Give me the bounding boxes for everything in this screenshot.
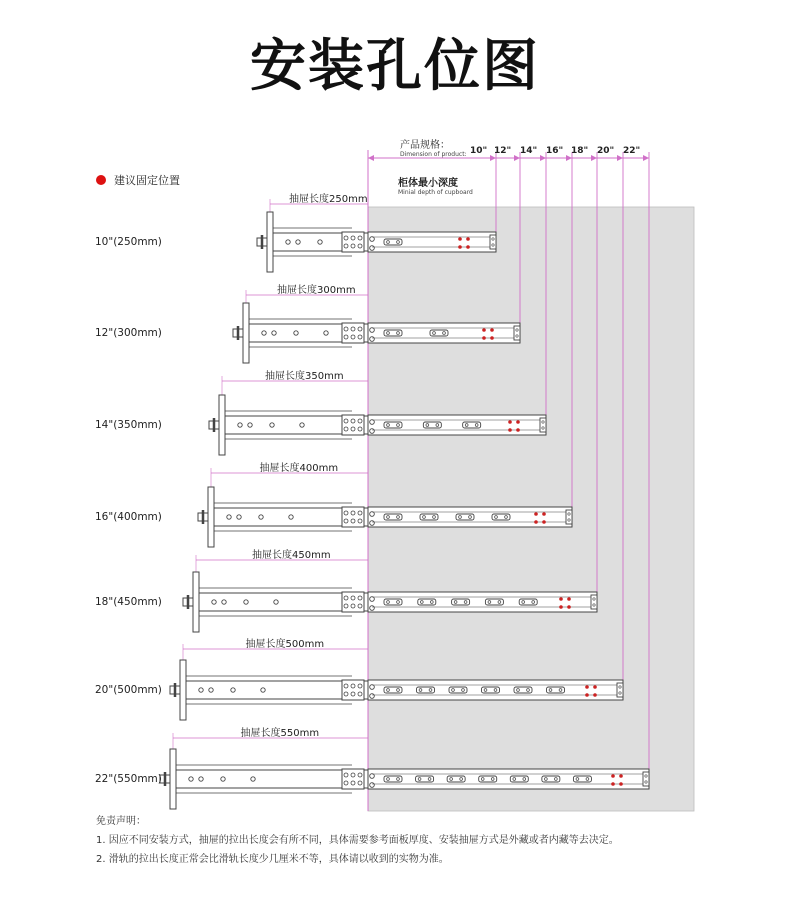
fixing-point-icon bbox=[542, 520, 546, 524]
drawer-length-350: 抽屉长度350mm bbox=[265, 371, 344, 382]
bearing-carriage bbox=[342, 592, 364, 612]
drawer-front-panel bbox=[193, 572, 199, 632]
fixing-point-icon bbox=[559, 597, 563, 601]
fixing-point-icon bbox=[619, 774, 623, 778]
disclaimer-line-1: 1. 因应不同安装方式，抽屉的拉出长度会有所不同，具体需要参考面板厚度、安装抽屉方式是外藏或者内藏等去决定。 bbox=[96, 835, 619, 846]
fixing-point-icon bbox=[490, 336, 494, 340]
fixing-point-icon bbox=[482, 328, 486, 332]
fixing-point-icon bbox=[516, 428, 520, 432]
size-label-10: 10" bbox=[470, 146, 488, 156]
drawer-member bbox=[176, 770, 368, 788]
fixing-point-icon bbox=[611, 774, 615, 778]
drawer-length-300: 抽屉长度300mm bbox=[277, 285, 356, 296]
disclaimer bbox=[96, 812, 619, 869]
bearing-carriage bbox=[342, 680, 364, 700]
drawer-length-450: 抽屉长度450mm bbox=[252, 550, 331, 561]
fixing-point-icon bbox=[458, 245, 462, 249]
depth-en: Minial depth of cupboard bbox=[398, 189, 473, 196]
fixing-point-icon bbox=[482, 336, 486, 340]
drawer-front-panel bbox=[219, 395, 225, 455]
spec-en: Dimension of product: bbox=[400, 151, 467, 158]
size-label-12: 12" bbox=[494, 146, 512, 156]
size-label-16: 16" bbox=[546, 146, 564, 156]
row-label-12: 12"(300mm) bbox=[95, 327, 162, 339]
spec-cn: 产品规格： bbox=[400, 140, 450, 151]
fixing-point-icon bbox=[593, 685, 597, 689]
rail-end-cap bbox=[566, 510, 572, 524]
fixing-point-icon bbox=[611, 782, 615, 786]
row-label-16: 16"(400mm) bbox=[95, 511, 162, 523]
bearing-carriage bbox=[342, 415, 364, 435]
fixing-point-icon bbox=[534, 520, 538, 524]
fixing-point-icon bbox=[619, 782, 623, 786]
fixing-point-icon bbox=[534, 512, 538, 516]
fixing-point-icon bbox=[585, 685, 589, 689]
bearing-carriage bbox=[342, 232, 364, 252]
fixing-point-icon bbox=[567, 605, 571, 609]
fixing-point-icon bbox=[508, 420, 512, 424]
depth-cn: 柜体最小深度 bbox=[398, 178, 458, 189]
disclaimer-heading: 免责声明： bbox=[96, 816, 146, 827]
drawer-length-250: 抽屉长度250mm bbox=[289, 194, 368, 205]
fixing-point-icon bbox=[567, 597, 571, 601]
fixing-point-icon bbox=[466, 237, 470, 241]
legend-label: 建议固定位置 bbox=[114, 174, 180, 187]
rail-end-cap bbox=[514, 326, 520, 340]
rail-end-cap bbox=[643, 772, 649, 786]
drawer-length-500: 抽屉长度500mm bbox=[245, 639, 325, 650]
fixing-point-icon bbox=[585, 693, 589, 697]
fixing-point-icon bbox=[559, 605, 563, 609]
drawer-length-400: 抽屉长度400mm bbox=[259, 463, 339, 474]
rail-end-cap bbox=[617, 683, 623, 697]
row-label-22: 22"(550mm) bbox=[95, 773, 162, 785]
row-label-14: 14"(350mm) bbox=[95, 419, 162, 431]
cabinet-rail bbox=[368, 769, 649, 789]
disclaimer-line-2: 2. 滑轨的拉出长度正常会比滑轨长度少几厘米不等，具体请以收到的实物为准。 bbox=[96, 854, 449, 865]
bearing-carriage bbox=[342, 323, 364, 343]
fixing-point-icon bbox=[458, 237, 462, 241]
rail-end-cap bbox=[540, 418, 546, 432]
drawer-front-panel bbox=[243, 303, 249, 363]
size-label-22: 22" bbox=[623, 146, 641, 156]
arrow-icon bbox=[368, 155, 374, 161]
drawer-front-panel bbox=[267, 212, 273, 272]
row-label-20: 20"(500mm) bbox=[95, 684, 162, 696]
rail-end-cap bbox=[591, 595, 597, 609]
fixing-point-icon bbox=[516, 420, 520, 424]
fixing-point-icon bbox=[542, 512, 546, 516]
row-label-10: 10"(250mm) bbox=[95, 236, 162, 248]
page-title: 安装孔位图 bbox=[250, 34, 540, 99]
size-label-18: 18" bbox=[571, 146, 589, 156]
drawer-front-panel bbox=[170, 749, 176, 809]
fixing-point-icon bbox=[508, 428, 512, 432]
bearing-carriage bbox=[342, 507, 364, 527]
drawer-front-panel bbox=[180, 660, 186, 720]
bearing-carriage bbox=[342, 769, 364, 789]
arrow-icon bbox=[643, 155, 649, 161]
row-label-18: 18"(450mm) bbox=[95, 596, 162, 608]
rail-end-cap bbox=[490, 235, 496, 249]
fixing-point-icon bbox=[593, 693, 597, 697]
drawer-front-panel bbox=[208, 487, 214, 547]
fixing-point-icon bbox=[466, 245, 470, 249]
size-label-20: 20" bbox=[597, 146, 615, 156]
drawer-length-550: 抽屉长度550mm bbox=[240, 728, 320, 739]
fixing-point-icon bbox=[490, 328, 494, 332]
size-label-14: 14" bbox=[520, 146, 538, 156]
